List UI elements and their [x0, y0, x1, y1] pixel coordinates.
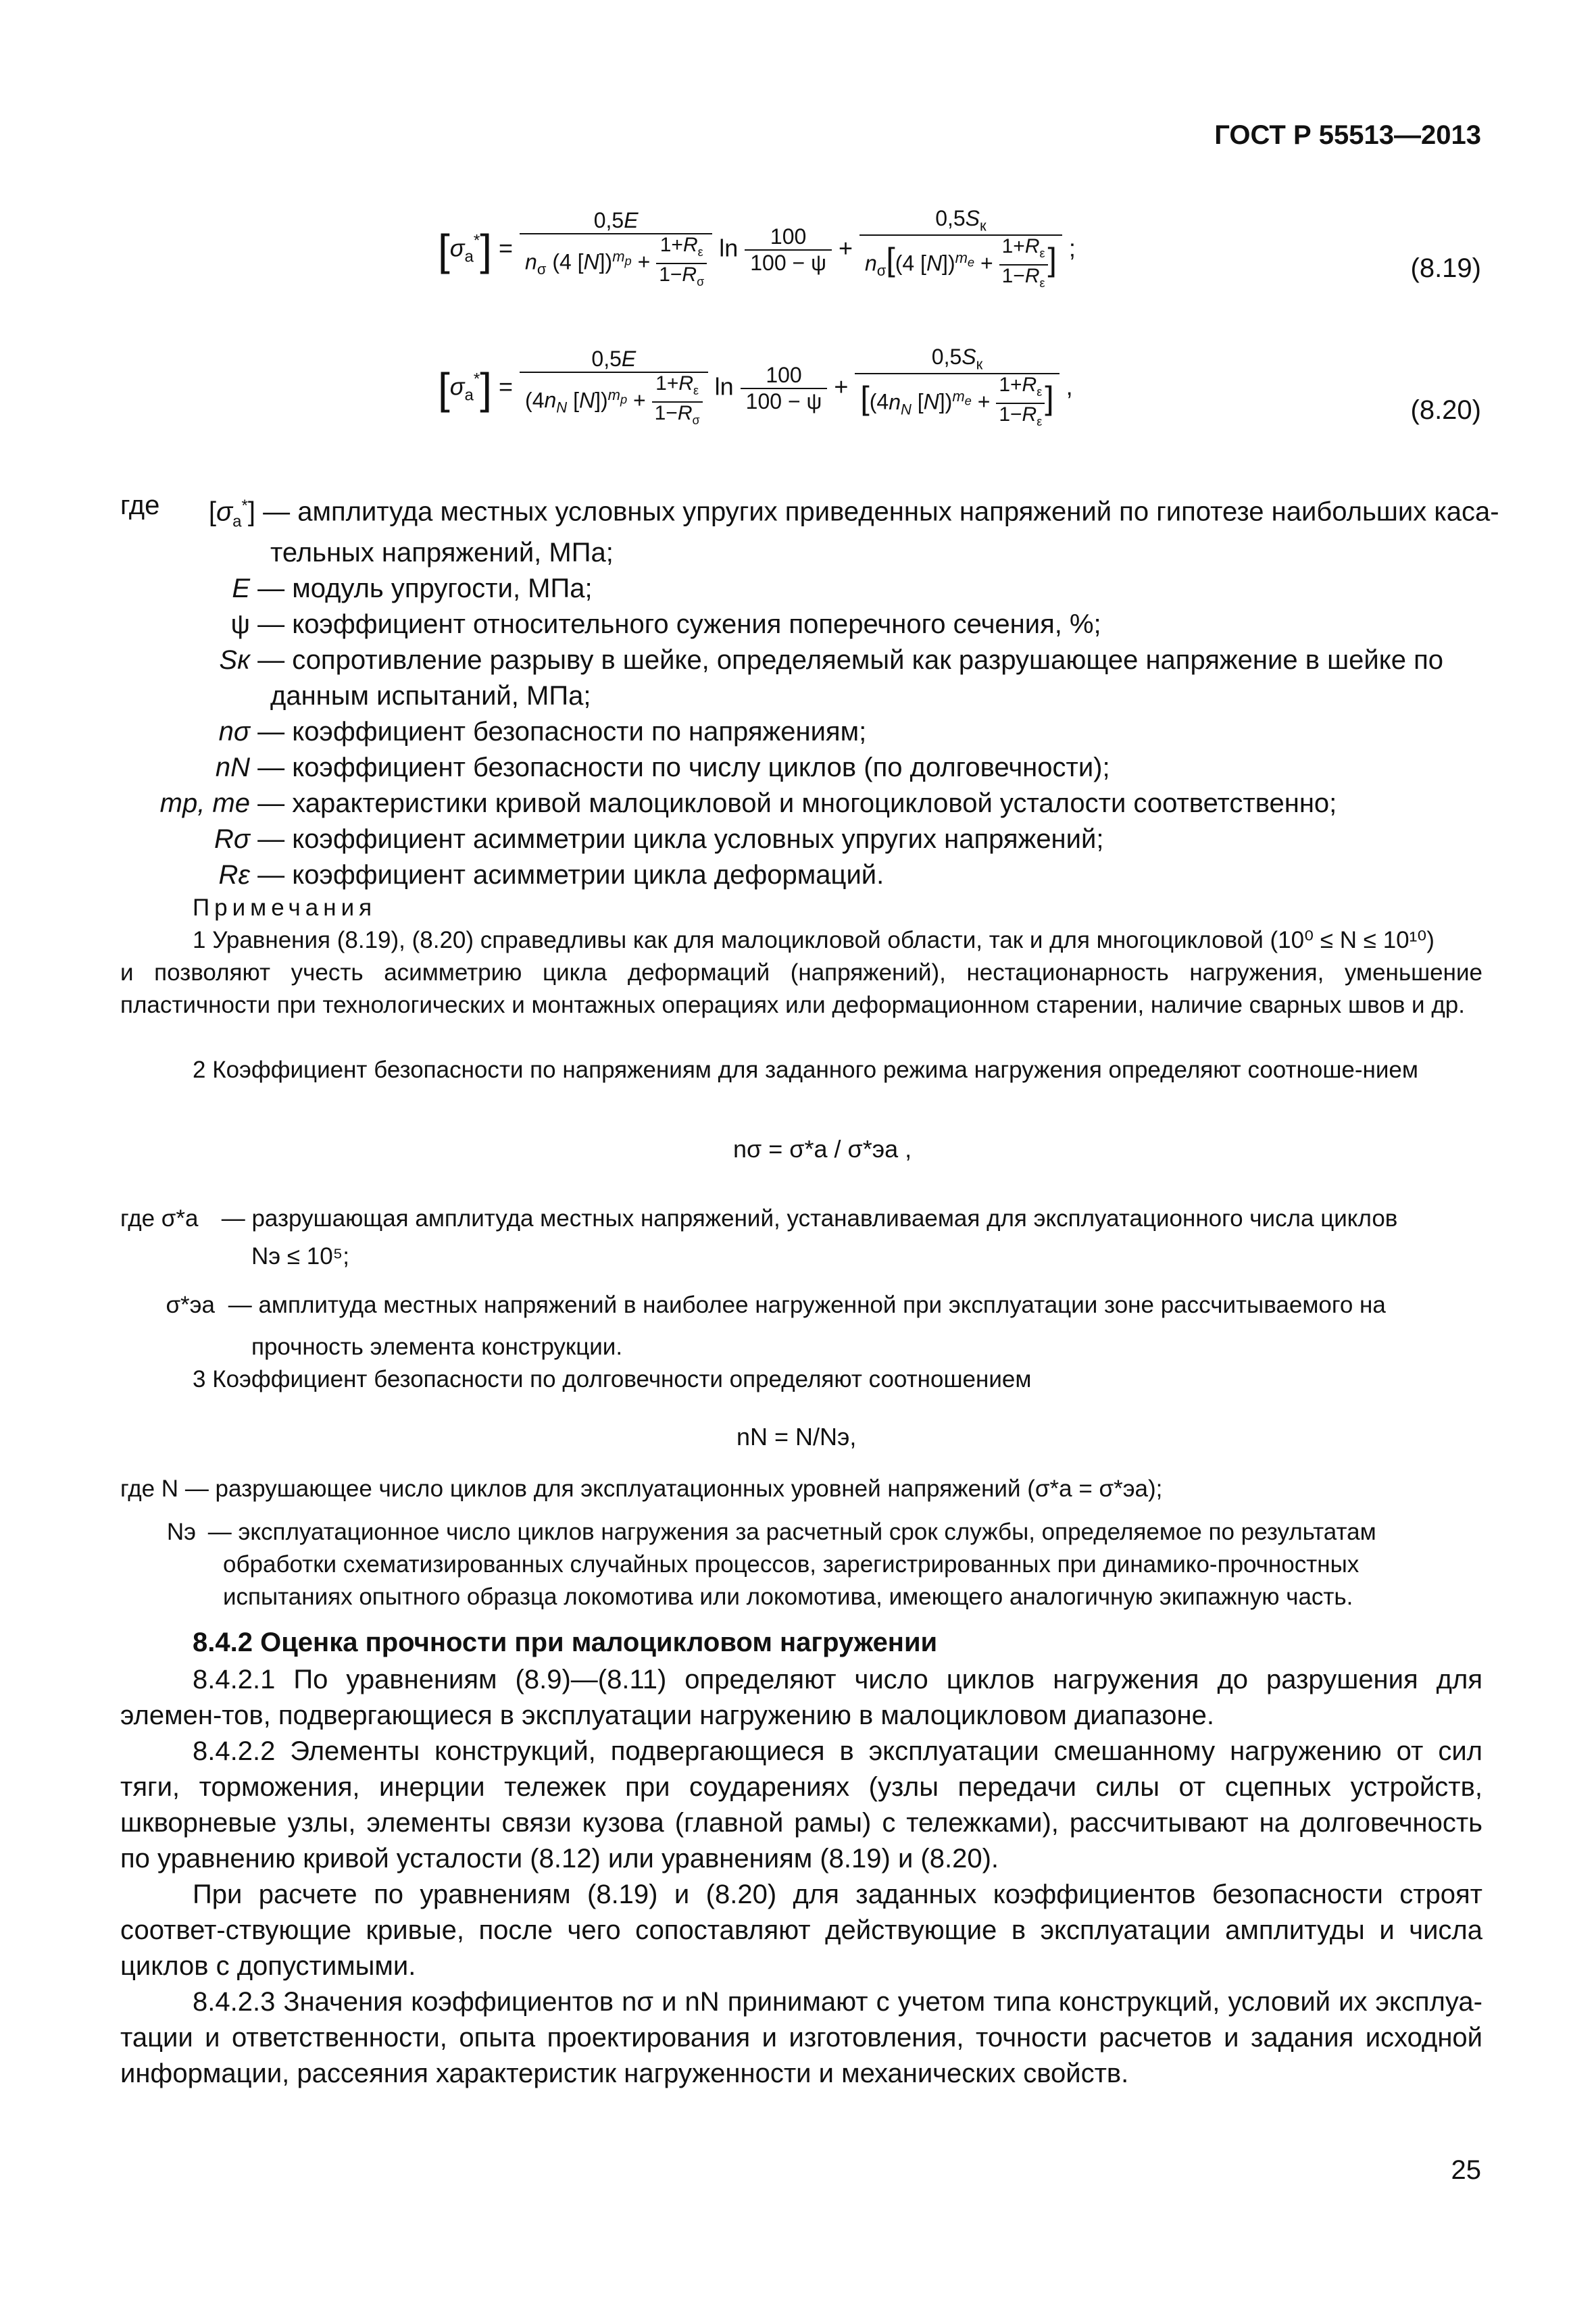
- where-symbol: Rσ: [214, 824, 250, 854]
- where-item: [108, 786, 1337, 822]
- where-text: — коэффициент безопасности по числу циклов (по долговечности);: [257, 753, 1110, 782]
- note-1-line-1: 1 Уравнения (8.19), (8.20) справедливы как для малоцикловой области, так и для многоцикловой (10⁰ ≤ N ≤ 10¹⁰): [193, 927, 1435, 953]
- section-paragraph: При расчете по уравнениям (8.19) и (8.20) для заданных коэффициентов безопасности строят соответ-ствующие кривые, после чего сопоставляют действующие в эксплуатации амплитуды и числа циклов с допустимыми.: [120, 1880, 1482, 1981]
- where3-cont: испытаниях опытного образца локомотива или локомотива, имеющего аналогичную экипажную часть.: [223, 1584, 1353, 1610]
- where-symbol: Sк: [219, 645, 250, 675]
- equation-8-20: $[\sigma_a^*]$ = 0,5E ($4n_N$ [N])$^{m_p}$ + $\frac{1+R_\varepsilon}{1-R_\sigma}$ ln $\frac{100}{100 - \psi}$ + $0,5S_к$ [($4n_N$ [N])$^{m_e}$ + $\frac{1+R_\varepsilon}{1-R_\varepsilon}$ ] ,: [438, 345, 1073, 429]
- where-text: — модуль упругости, МПа;: [257, 574, 593, 603]
- equation-number-8-20: (8.20): [1410, 395, 1481, 425]
- where-item: [108, 714, 866, 750]
- where-text: — коэффициент асимметрии цикла деформаций.: [257, 860, 884, 890]
- section-paragraph: 8.4.2.1 По уравнениям (8.9)—(8.11) определяют число циклов нагружения до разрушения для элемен-тов, подвергающиеся в эксплуатации нагружению в малоцикловом диапазоне.: [120, 1665, 1482, 1730]
- section-heading: 8.4.2 Оценка прочности при малоцикловом нагружении: [193, 1628, 938, 1657]
- where3-text: — разрушающее число циклов для эксплуатационных уровней напряжений: [184, 1476, 1021, 1502]
- formula-n-N: nN = N/Nэ,: [737, 1423, 857, 1451]
- where3-text: — эксплуатационное число циклов нагружения за расчетный срок службы, определяемое по результатам: [207, 1519, 1376, 1545]
- equation-number-8-19: (8.19): [1410, 253, 1481, 283]
- where2-symbol: где σ*a: [120, 1205, 199, 1232]
- where-item: [108, 643, 1443, 678]
- where2-cont: Nэ ≤ 10⁵;: [251, 1243, 349, 1269]
- where2-text: — амплитуда местных напряжений в наиболее нагруженной при эксплуатации зоне рассчитываемого на: [228, 1292, 1386, 1318]
- where2-item: [120, 1203, 1397, 1235]
- where-symbol: $[\sigma_a^*]$: [208, 497, 255, 531]
- note-3: 3 Коэффициент безопасности по долговечности определяют соотношением: [193, 1366, 1032, 1392]
- where-symbol: E: [232, 574, 250, 603]
- where3-symbol: где N: [120, 1476, 179, 1502]
- where-item: [108, 607, 1101, 643]
- where-text: — коэффициент безопасности по напряжениям;: [257, 717, 867, 747]
- where-item: [108, 822, 1103, 857]
- where-symbol: ψ: [230, 609, 250, 639]
- note-1-rest: и позволяют учесть асимметрию цикла деформаций (напряжений), нестационарность нагружения, уменьшение пластичности при технологических и монтажных операциях или деформационном старении, наличие сварных швов и др.: [120, 959, 1482, 1018]
- where-label: где: [120, 491, 160, 520]
- where3-cont: обработки схематизированных случайных процессов, зарегистрированных при динамико-прочностных: [223, 1551, 1360, 1578]
- where-cont: тельных напряжений, МПа;: [270, 538, 614, 568]
- where3-item: [120, 1516, 1376, 1549]
- where3-item: [120, 1473, 1162, 1505]
- where-cont: данным испытаний, МПа;: [270, 681, 591, 711]
- where2-text: — разрушающая амплитуда местных напряжений, устанавливаемая для эксплуатационного числа циклов: [221, 1205, 1398, 1232]
- equation-8-19: $[\sigma_a^*]$ = 0,5E $n_\sigma$ (4 [N])$^{m_p}$ + $\frac{1+R_\varepsilon}{1-R_\sigma}$ ln $\frac{100}{100 - \psi}$ + $0,5S_к$ $n_\sigma[(4$ [N])$^{m_e}$ + $\frac{1+R_\varepsilon}{1-R_\varepsilon}$ ] ;: [438, 206, 1076, 291]
- where-symbol: mp, me: [159, 788, 250, 818]
- where-text: — сопротивление разрыву в шейке, определяемый как разрушающее напряжение в шейке по: [257, 645, 1443, 675]
- where2-symbol: σ*эa: [166, 1292, 215, 1318]
- note-2: 2 Коэффициент безопасности по напряжениям для заданного режима нагружения определяют соотноше-нием: [193, 1057, 1418, 1083]
- document-header: ГОСТ Р 55513—2013: [1214, 120, 1481, 150]
- formula-n-sigma: nσ = σ*a / σ*эa ,: [733, 1135, 912, 1163]
- section-paragraph: 8.4.2.3 Значения коэффициентов nσ и nN принимают с учетом типа конструкций, условий их эксплуа-тации и ответственности, опыта проектирования и изготовления, точности расчетов и задания исходной информации, рассеяния характеристик нагруженности и механических свойств.: [120, 1987, 1482, 2088]
- where-item: [108, 571, 593, 607]
- where-item: [108, 750, 1110, 786]
- page-number: 25: [1451, 2155, 1481, 2185]
- where-symbol: nN: [215, 753, 250, 782]
- where-item: [181, 488, 1499, 539]
- where3-symbol: Nэ: [166, 1519, 196, 1545]
- where-item: [108, 857, 884, 893]
- notes-title: Примечания: [193, 895, 377, 921]
- where2-item: [120, 1289, 1386, 1322]
- section-paragraph: 8.4.2.2 Элементы конструкций, подвергающиеся в эксплуатации смешанному нагружению от сил тяги, торможения, инерции тележек при соударениях (узлы передачи силы от сцепных устройств, шкворневые узлы, элементы связи кузова (главной рамы) с тележками), рассчитывают на долговечность по уравнению кривой усталости (8.12) или уравнениям (8.19) и (8.20).: [120, 1736, 1482, 1873]
- where-text: — амплитуда местных условных упругих приведенных напряжений по гипотезе наибольших каса-: [263, 497, 1499, 527]
- where-symbol: Rε: [218, 860, 250, 890]
- where-text: — коэффициент относительного сужения поперечного сечения, %;: [257, 609, 1101, 639]
- where-text: — коэффициент асимметрии цикла условных упругих напряжений;: [257, 824, 1104, 854]
- where3-tail: (σ*a = σ*эa);: [1027, 1476, 1163, 1502]
- where-symbol: nσ: [218, 717, 250, 747]
- where2-cont: прочность элемента конструкции.: [251, 1334, 623, 1360]
- where-text: — характеристики кривой малоцикловой и многоцикловой усталости соответственно;: [257, 788, 1337, 818]
